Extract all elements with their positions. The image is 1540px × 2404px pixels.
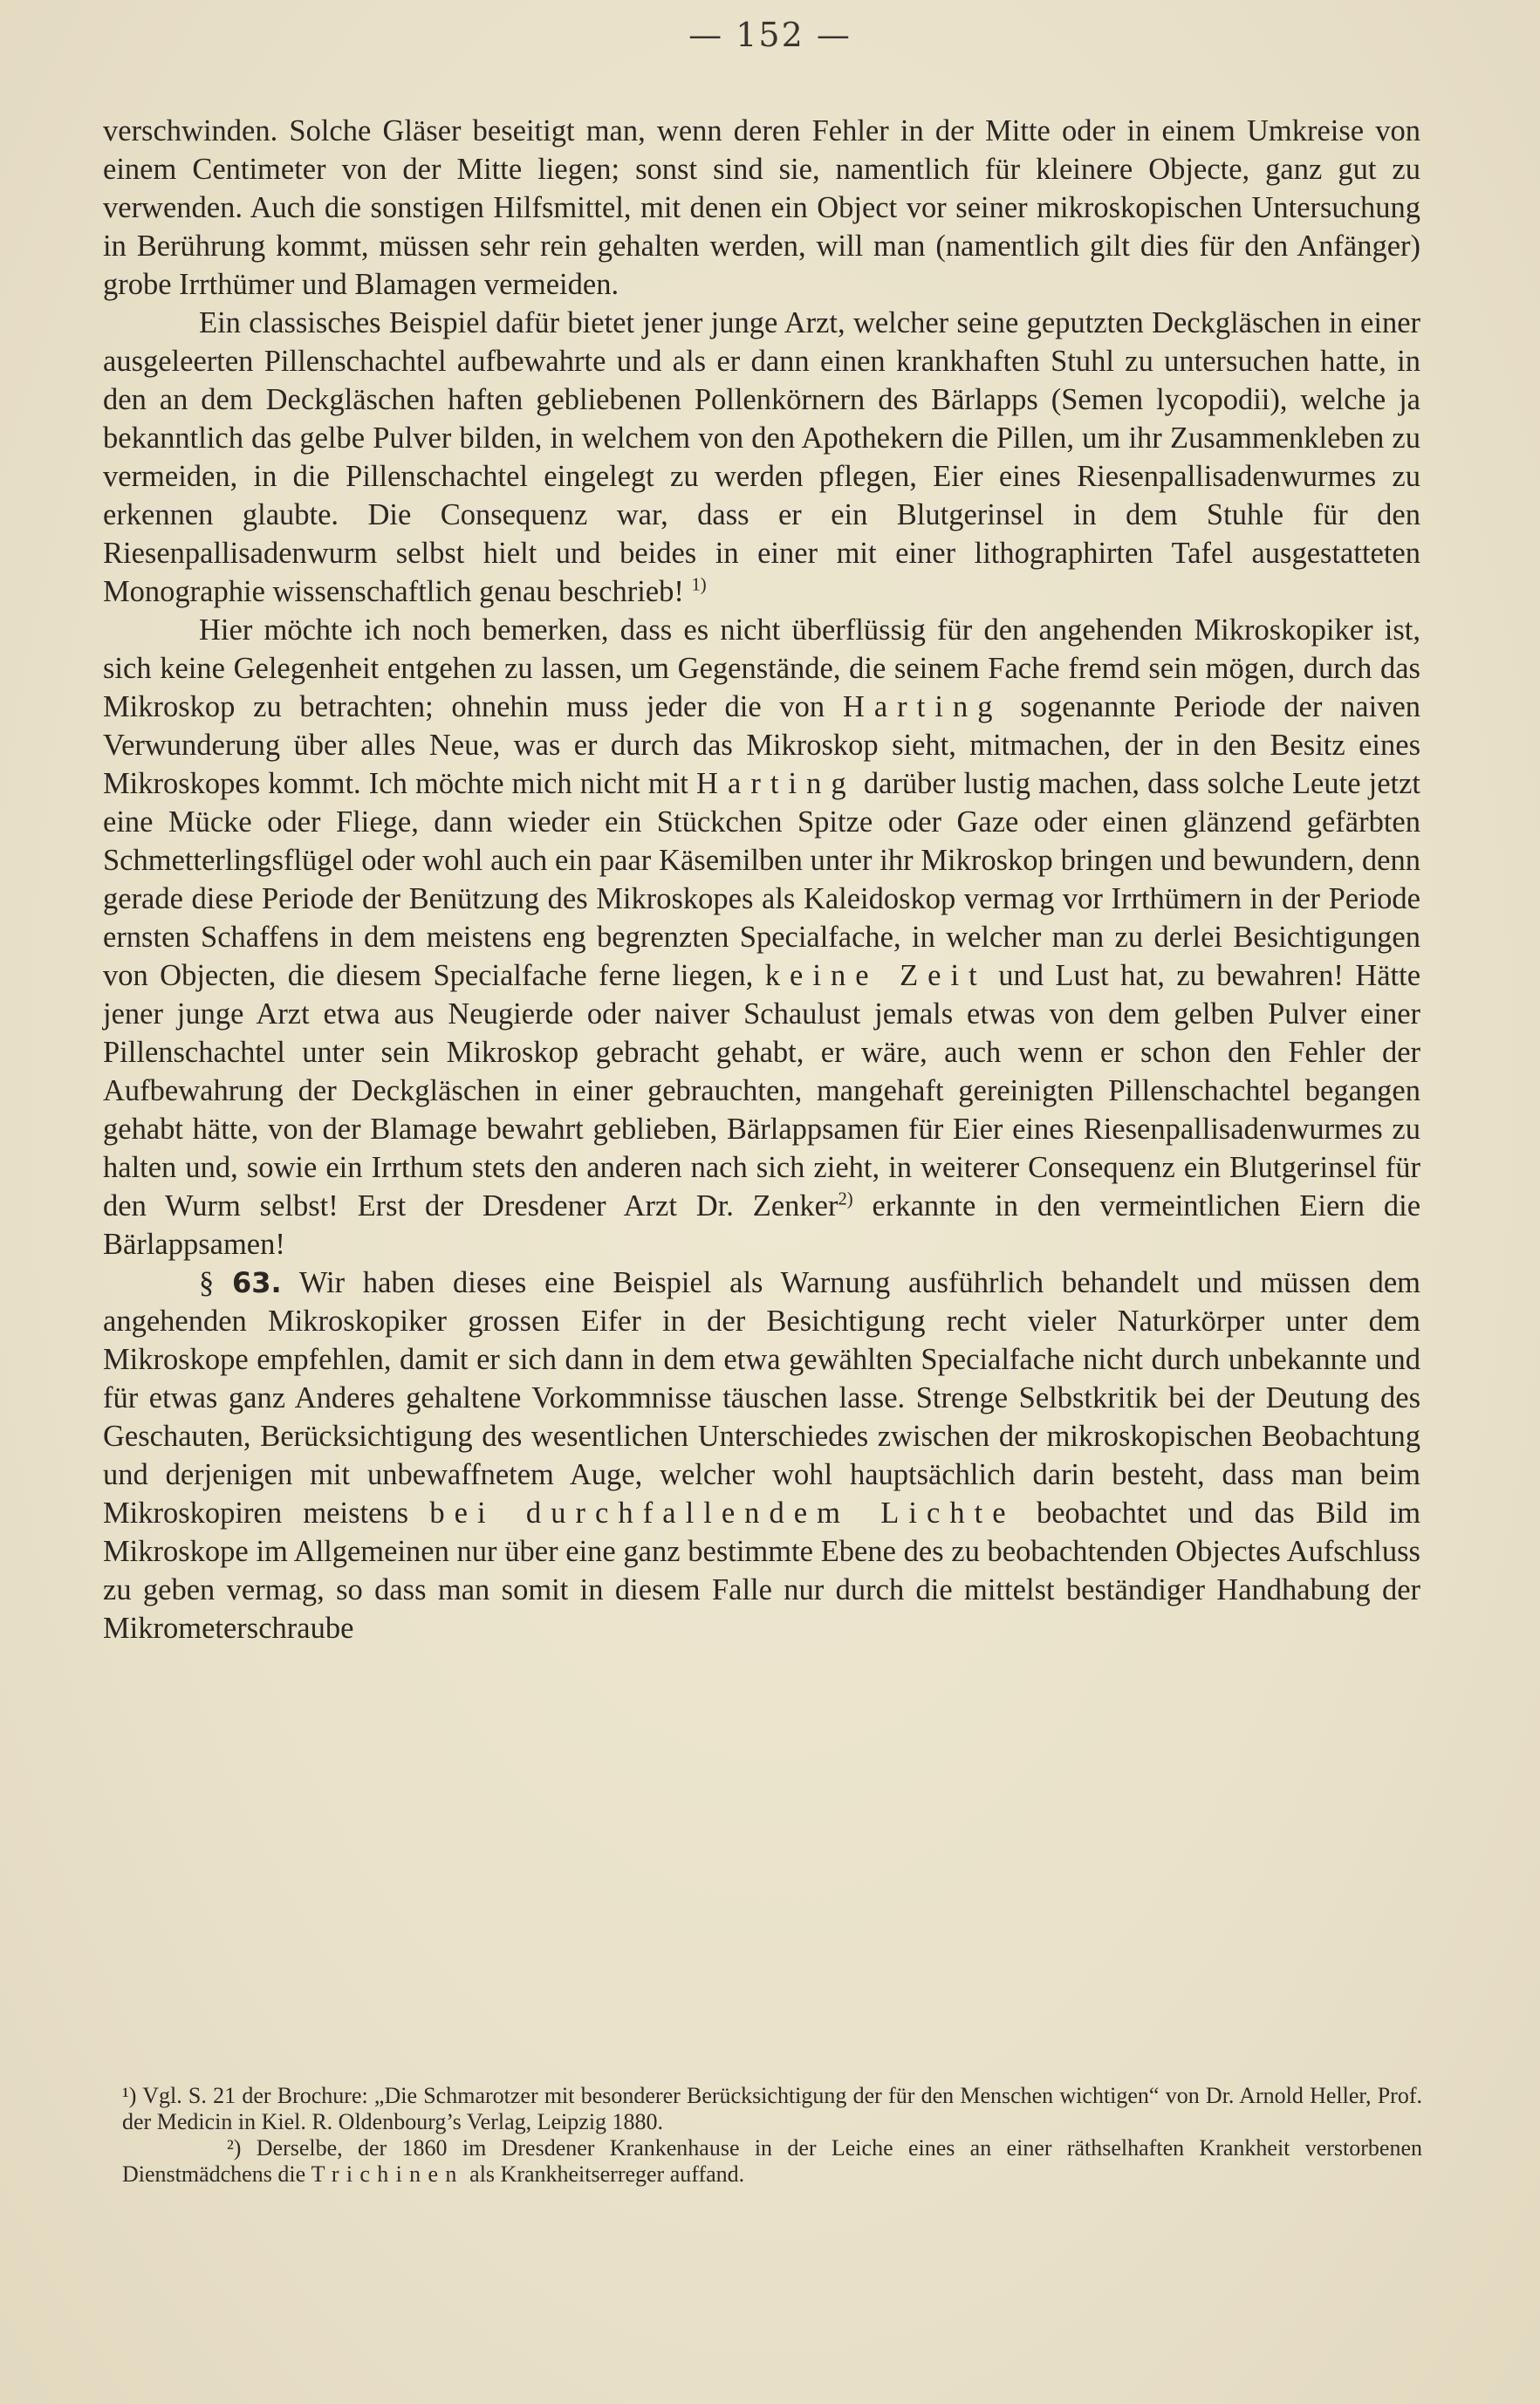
footnote-2 (122, 2135, 1422, 2188)
paragraph-section-63 (103, 1264, 1420, 1647)
remark-text-c: darüber lustig machen, dass solche Leute jetzt eine Mücke oder Fliege, dann wieder ein Stückchen Spitze oder Gaze oder einen glänzend gefärbten Schmetterlingsflügel oder wohl auch ein paar Käsemilben unter ihr Mikroskop bringen und bewundern, denn gerade diese Periode der Benützung des Mikroskopes als Kaleidoskop vermag vor Irrthümern in der Periode ernsten Schaffens in dem meistens eng begrenzten Specialfache, in welcher man zu derlei Besichtigungen von Objecten, die diesem Specialfache ferne liegen, (103, 767, 1421, 992)
footnotes (122, 2083, 1422, 2188)
paragraph-example (103, 304, 1420, 611)
emphasis-trichinen: Trichinen (311, 2161, 464, 2187)
paragraph-continuation: verschwinden. Solche Gläser beseitigt man, wenn deren Fehler in der Mitte oder in einem Umkreise von einem Centimeter von der Mitte liegen; sonst sind sie, namentlich für kleinere Objecte, ganz gut zu verwenden. Auch die sonstigen Hilfsmittel, mit denen ein Object vor seiner mikroskopischen Untersuchung in Berührung kommt, müssen sehr rein gehalten werden, will man (namentlich gilt dies für den Anfänger) grobe Irrthümer und Blamagen vermeiden. (103, 114, 1420, 301)
author-name-harting: Harting (842, 690, 1003, 723)
footnote-2-text-b: als Krankheitserreger auffand. (469, 2161, 745, 2187)
section-text-b: beobachtet und das Bild im Mikroskope im Allgemeinen nur über eine ganz bestimmte Ebene des zu beobachtenden Objectes Aufschluss zu geben vermag, so dass man somit in diesem Falle nur durch die mittelst beständiger Handhabung der Mikrometerschraube (103, 1497, 1421, 1645)
paragraph-remark (103, 611, 1420, 1264)
footnote-1-marker: ¹) (122, 2083, 137, 2108)
emphasis-durchfallendem-lichte: bei durchfallendem Lichte (429, 1497, 1016, 1530)
footnote-ref-1: 1) (691, 575, 707, 595)
section-number: 63. (232, 1266, 282, 1299)
footnote-2-text-a: Derselbe, der 1860 im Dresdener Krankenhause in der Leiche eines an einer räthselhaften Krankheit verstorbenen Dienstmädchens die (122, 2135, 1422, 2187)
footnote-ref-2: 2) (838, 1189, 853, 1209)
emphasis-keine-zeit: keine Zeit (764, 959, 987, 992)
remark-text-e: erkannte in den vermeintlichen Eiern die Bärlappsamen! (103, 1189, 1421, 1261)
remark-text-d: und Lust hat, zu bewahren! Hätte jener junge Arzt etwa aus Neugierde oder naiver Schaulust jemals etwas von dem gelben Pulver einer Pillenschachtel unter sein Mikroskop gebracht gehabt, er wäre, auch wenn er schon den Fehler der Aufbewahrung der Deckgläschen in einer gebrauchten, mangehaft gereinigten Pillenschachtel begangen gehabt hätte, von der Blamage bewahrt geblieben, Bärlappsamen für Eier eines Riesenpallisadenwurmes zu halten und, sowie ein Irrthum stets den anderen nach sich zieht, in weiterer Consequenz ein Blutgerinsel für den Wurm selbst! Erst der Dresdener Arzt Dr. Zenker (103, 959, 1421, 1223)
main-text (103, 112, 1420, 1647)
page-number: — 152 — (688, 16, 852, 54)
footnote-1 (122, 2083, 1422, 2135)
section-sign: § (199, 1266, 215, 1299)
remark-text-a: Hier möchte ich noch bemerken, dass es nicht überflüssig für den angehenden Mikroskopiker ist, sich keine Gelegenheit entgehen zu lassen, um Gegenstände, die seinem Fache fremd sein mögen, durch das Mikroskop zu betrachten; ohnehin muss jeder die von (103, 613, 1420, 723)
section-text-a: Wir haben dieses eine Beispiel als Warnung ausführlich behandelt und müssen dem angehenden Mikroskopiker grossen Eifer in der Besichtigung recht vieler Naturkörper unter dem Mikroskope empfehlen, damit er sich dann in dem etwa gewählten Specialfache nicht durch unbekannte und für etwas ganz Anderes gehaltene Vorkommnisse täuschen lasse. Strenge Selbstkritik bei der Deutung des Geschauten, Berücksichtigung des wesentlichen Unterschiedes zwischen der mikroskopischen Beobachtung und derjenigen mit unbewaffnetem Auge, welcher wohl hauptsächlich darin besteht, dass man beim Mikroskopiren meistens (103, 1266, 1420, 1530)
author-name-harting: Harting (696, 767, 856, 800)
paragraph-example-text: Ein classisches Beispiel dafür bietet jener junge Arzt, welcher seine geputzten Deckgläschen in einer ausgeleerten Pillenschachtel aufbewahrte und als er dann einen krankhaften Stuhl zu untersuchen hatte, in den an dem Deckgläschen haften gebliebenen Pollenkörnern des Bärlapps (Semen lycopodii), welche ja bekanntlich das gelbe Pulver bilden, in welchem von den Apothekern die Pillen, um ihr Zusammenkleben zu vermeiden, in die Pillenschachtel eingelegt zu werden pflegen, Eier eines Riesenpallisadenwurmes zu erkennen glaubte. Die Consequenz war, dass er ein Blutgerinsel in dem Stuhle für den Riesenpallisadenwurm selbst hielt und beides in einer mit einer lithographirten Tafel ausgestatteten Monographie wissenschaftlich genau beschrieb! (103, 306, 1420, 608)
footnote-2-marker: ²) (227, 2135, 242, 2161)
footnote-1-text: Vgl. S. 21 der Brochure: „Die Schmarotzer mit besonderer Berücksichtigung der für den Menschen wichtigen“ von Dr. Arnold Heller, Prof. der Medicin in Kiel. R. Oldenbourg’s Verlag, Leipzig 1880. (122, 2083, 1422, 2134)
remark-text-b: sogenannte Periode der naiven Verwunderung über alles Neue, was er durch das Mikroskop sieht, mitmachen, der in den Besitz eines Mikroskopes kommt. Ich möchte mich nicht mit (103, 690, 1421, 800)
